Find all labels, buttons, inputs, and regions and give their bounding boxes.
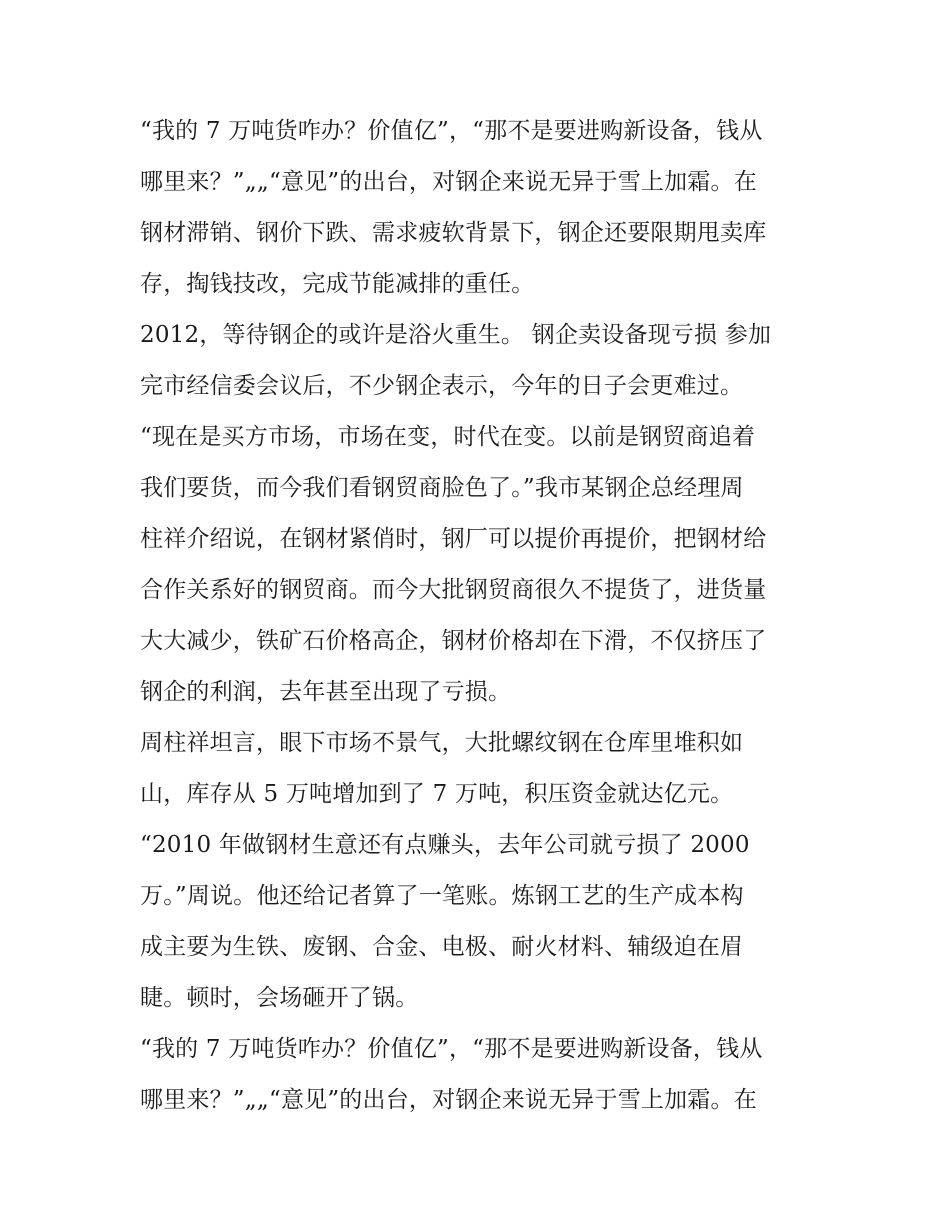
text-line: 万。”周说。他还给记者算了一笔账。炼钢工艺的生产成本构 bbox=[140, 883, 744, 909]
text-line: 完市经信委会议后，不少钢企表示，今年的日子会更难过。 bbox=[140, 373, 744, 399]
text-line: 周柱祥坦言，眼下市场不景气，大批螺纹钢在仓库里堆积如 bbox=[140, 730, 744, 756]
text-line: 2012，等待钢企的或许是浴火重生。 钢企卖设备现亏损 参加 bbox=[140, 322, 772, 348]
text-line: 存，掏钱技改，完成节能减排的重任。 bbox=[140, 271, 535, 297]
article-body bbox=[140, 106, 820, 1126]
text-line: 成主要为生铁、废钢、合金、电极、耐火材料、辅级迫在眉 bbox=[140, 934, 744, 960]
text-line: 哪里来？”„„“意见”的出台，对钢企来说无异于雪上加霜。在 bbox=[140, 169, 757, 195]
text-line: 我们要货，而今我们看钢贸商脸色了。”我市某钢企总经理周 bbox=[140, 475, 744, 501]
text-line: “我的 7 万吨货咋办？价值亿”，“那不是要进购新设备，钱从 bbox=[140, 1036, 763, 1062]
text-line: “2010 年做钢材生意还有点赚头，去年公司就亏损了 2000 bbox=[140, 832, 750, 858]
text-line: “现在是买方市场，市场在变，时代在变。以前是钢贸商追着 bbox=[140, 424, 756, 450]
text-line: 哪里来？”„„“意见”的出台，对钢企来说无异于雪上加霜。在 bbox=[140, 1087, 757, 1113]
text-line: 合作关系好的钢贸商。而今大批钢贸商很久不提货了，进货量 bbox=[140, 577, 767, 603]
text-line: 山，库存从 5 万吨增加到了 7 万吨，积压资金就达亿元。 bbox=[140, 781, 734, 807]
text-line: 柱祥介绍说，在钢材紧俏时，钢厂可以提价再提价，把钢材给 bbox=[140, 526, 767, 552]
text-line: 钢企的利润，去年甚至出现了亏损。 bbox=[140, 679, 512, 705]
text-line: “我的 7 万吨货咋办？价值亿”，“那不是要进购新设备，钱从 bbox=[140, 118, 763, 144]
text-line: 睫。顿时，会场砸开了锅。 bbox=[140, 985, 419, 1011]
text-line: 钢材滞销、钢价下跌、需求疲软背景下，钢企还要限期甩卖库 bbox=[140, 220, 767, 246]
text-line: 大大减少，铁矿石价格高企，钢材价格却在下滑，不仅挤压了 bbox=[140, 628, 767, 654]
